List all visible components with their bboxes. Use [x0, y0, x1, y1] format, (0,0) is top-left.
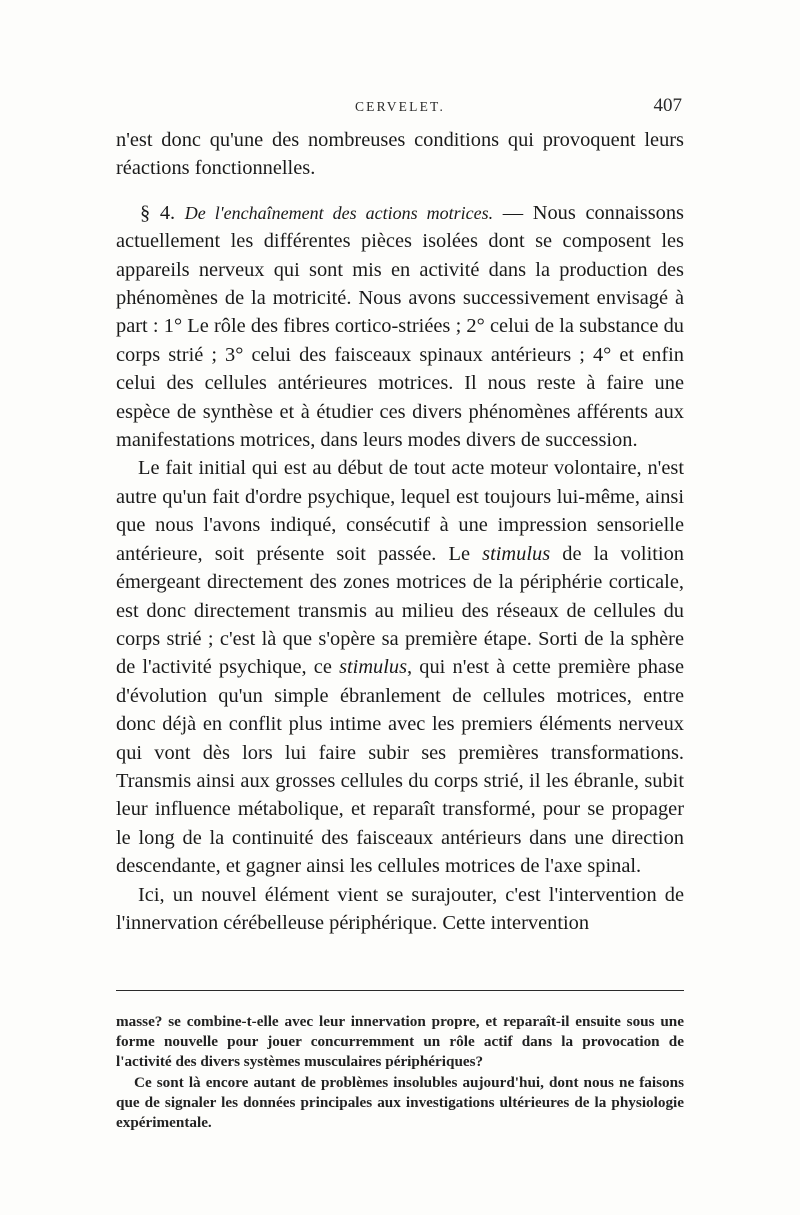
- section-heading: De l'enchaînement des actions motrices.: [184, 202, 494, 223]
- paragraph-text: Le fait initial qui est au début de tout acte moteur volontaire, n'est autre qu'un fait d'ordre psychique, lequel est toujours lui-même, ainsi que nous l'avons indiqué, consécutif à une impression sensorielle antérieure, soit présente soit passée. Le: [116, 457, 684, 565]
- main-text: [116, 126, 684, 937]
- italic-term: stimulus: [339, 656, 408, 679]
- running-title: CERVELET.: [354, 99, 446, 114]
- footnote-paragraph: masse? se combine-t-elle avec leur innervation propre, et reparaît-il ensuite sous une forme nouvelle pour jouer concurremment un rôle actif dans la provocation de l'activité des divers systèmes musculaires périphériques?: [116, 1013, 684, 1071]
- footnote-paragraph: Ce sont là encore autant de problèmes insolubles aujourd'hui, dont nous ne faisons que de signaler les données principales aux investigations ultérieures de la physiologie expérimentale.: [116, 1073, 684, 1132]
- paragraph-initial-fact: [116, 454, 684, 880]
- section-paragraph: [116, 199, 684, 455]
- footnote-rule: [116, 990, 684, 991]
- section-text: Nous connaissons actuellement les différentes pièces isolées dont se composent les appareils nerveux qui sont mis en activité dans la production des phénomènes de la motricité. Nous avons successivement envisagé à part : 1° Le rôle des fibres cortico-striées ; 2° celui de la substance du corps strié ; 3° celui des faisceaux spinaux antérieurs ; 4° et enfin celui des cellules antérieures motrices. Il nous reste à faire une espèce de synthèse et à étudier ces divers phénomènes afférents aux manifestations motrices, dans leurs modes divers de succession.: [116, 201, 684, 452]
- paragraph-cerebellar: Ici, un nouvel élément vient se surajouter, c'est l'intervention de l'innervation cérébelleuse périphérique. Cette intervention: [116, 883, 684, 934]
- section-number: § 4.: [140, 201, 176, 224]
- paragraph-text: de la volition émergeant directement des zones motrices de la périphérie corticale, est donc directement transmis au milieu des réseaux de cellules du corps strié ; c'est là que s'opère sa première étape. Sorti de la sphère de l'activité psychique, ce: [116, 542, 684, 679]
- italic-term: stimulus: [482, 542, 551, 565]
- page-number: 407: [653, 95, 682, 116]
- paragraph-continuation: n'est donc qu'une des nombreuses conditions qui provoquent leurs réactions fonctionnelles.: [116, 129, 684, 180]
- footnote: [116, 1012, 684, 1133]
- section-dash: —: [493, 201, 533, 224]
- page-header: [116, 95, 684, 121]
- paragraph-text: , qui n'est à cette première phase d'évolution qu'un simple ébranlement de cellules motrices, entre donc déjà en conflit plus intime avec les premiers éléments nerveux qui vont dès lors lui faire subir ses premières transformations. Transmis ainsi aux grosses cellules du corps strié, il les ébranle, subit leur influence métabolique, et reparaît transformé, pour se propager le long de la continuité des faisceaux antérieurs dans une direction descendante, et gagner ainsi les cellules motrices de l'axe spinal.: [116, 656, 685, 878]
